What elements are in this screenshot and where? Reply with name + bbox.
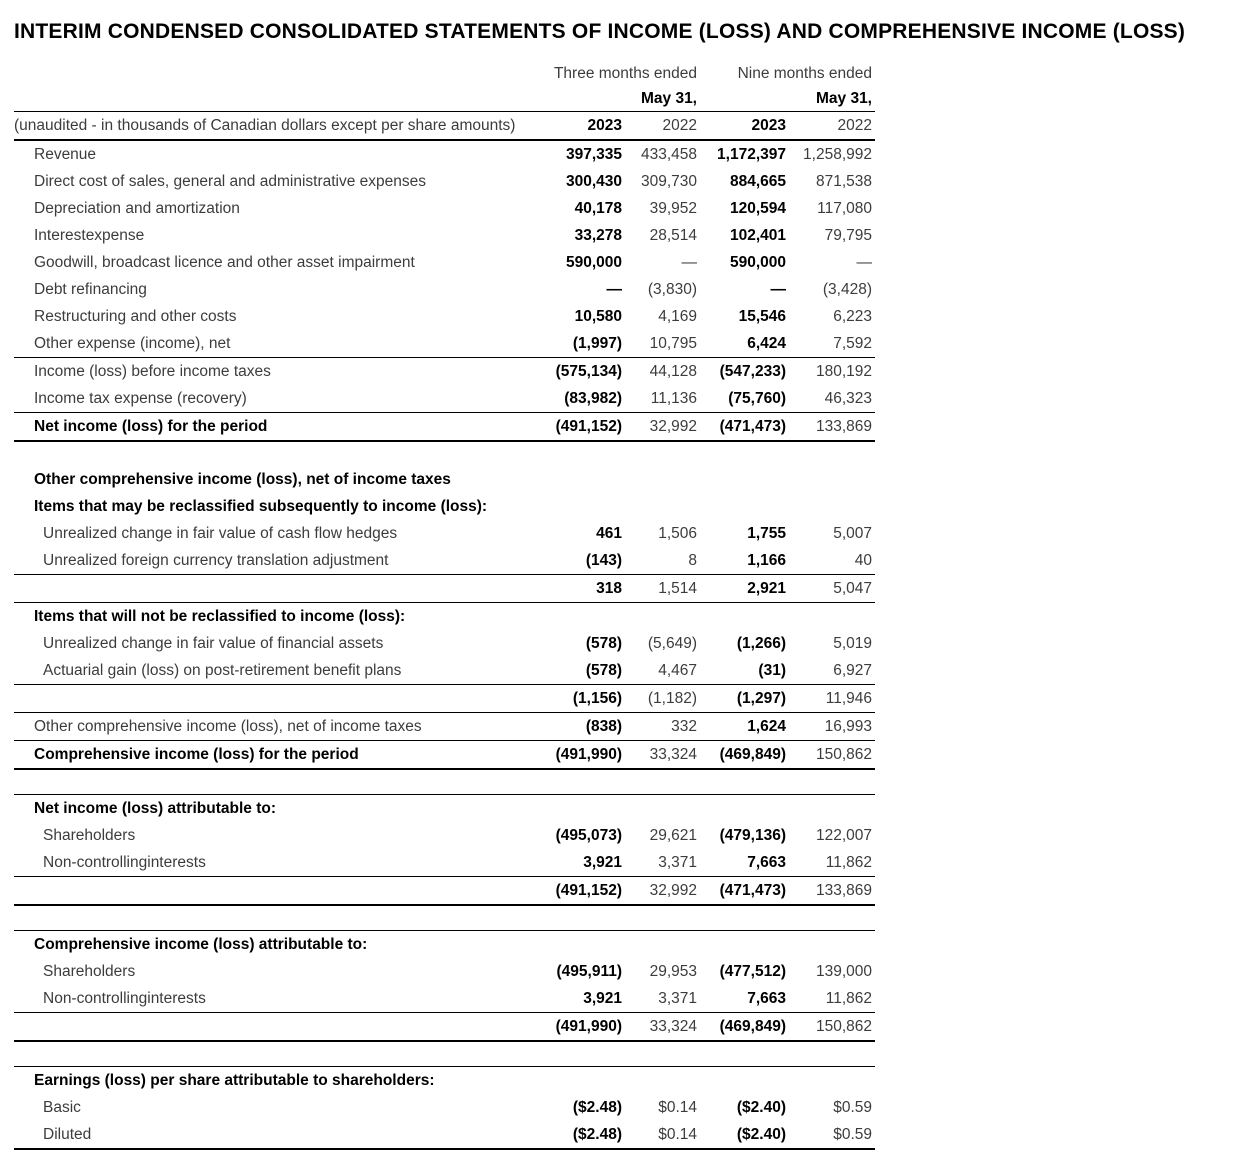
- value-cell: (471,473): [719, 882, 786, 899]
- nine-months-group-header: Nine months ended: [737, 65, 872, 82]
- table-row: [14, 547, 875, 574]
- value-cell: 4,467: [658, 662, 697, 679]
- value-cell: (31): [758, 662, 786, 679]
- page-title: INTERIM CONDENSED CONSOLIDATED STATEMENTS OF INCOME (LOSS) AND COMPREHENSIVE INCOME (LOSS): [14, 20, 1186, 43]
- value-cell: (3,428): [822, 281, 872, 298]
- year-header: 2022: [662, 117, 697, 134]
- year-header-row: [14, 111, 875, 141]
- value-cell: (1,266): [736, 635, 786, 652]
- value-cell: (495,911): [556, 963, 622, 980]
- value-cell: 16,993: [824, 718, 872, 735]
- table-row-total: [14, 740, 875, 770]
- date-label: May 31,: [640, 90, 697, 107]
- value-cell: (83,982): [564, 390, 622, 407]
- value-cell: (1,297): [736, 690, 786, 707]
- section-gap: [14, 906, 875, 930]
- value-cell: ($2.48): [572, 1099, 622, 1116]
- value-cell: 332: [671, 718, 697, 735]
- unaudited-note: (unaudited - in thousands of Canadian dollars except per share amounts): [14, 117, 516, 134]
- row-label: Comprehensive income (loss) for the period: [34, 746, 359, 763]
- value-cell: —: [856, 254, 872, 271]
- table-row: [14, 141, 875, 168]
- value-cell: 120,594: [729, 200, 786, 217]
- value-cell: 7,663: [747, 990, 786, 1007]
- value-cell: 6,927: [833, 662, 872, 679]
- table-row: [14, 357, 875, 385]
- value-cell: 5,007: [833, 525, 872, 542]
- table-row: [14, 195, 875, 222]
- table-row: [14, 985, 875, 1012]
- row-label: [14, 575, 532, 602]
- table-row-subtotal: [14, 574, 875, 603]
- row-label: [14, 1013, 532, 1040]
- table-row: [14, 330, 875, 357]
- row-label: Non-controllinginterests: [43, 854, 206, 871]
- row-label: [14, 685, 532, 712]
- value-cell: 3,371: [658, 854, 697, 871]
- row-label: Other expense (income), net: [34, 335, 231, 352]
- value-cell: (491,152): [555, 882, 622, 899]
- row-label: [14, 877, 532, 904]
- section-header-label: Comprehensive income (loss) attributable to:: [34, 936, 368, 953]
- row-label: Shareholders: [43, 963, 136, 980]
- value-cell: 4,169: [658, 308, 697, 325]
- value-cell: 7,592: [833, 335, 872, 352]
- value-cell: 11,136: [650, 390, 697, 407]
- value-cell: 1,172,397: [717, 146, 786, 163]
- row-label: Restructuring and other costs: [34, 308, 237, 325]
- table-row: [14, 657, 875, 684]
- value-cell: 884,665: [729, 173, 786, 190]
- value-cell: 40,178: [574, 200, 622, 217]
- table-row: [14, 222, 875, 249]
- value-cell: ($2.40): [736, 1099, 786, 1116]
- year-header: 2023: [751, 117, 786, 134]
- table-row: [14, 276, 875, 303]
- value-cell: (491,152): [555, 418, 622, 435]
- table-row-total: [14, 1012, 875, 1042]
- value-cell: 10,795: [649, 335, 697, 352]
- value-cell: 33,324: [649, 1018, 697, 1035]
- section-header-row: [14, 1066, 875, 1094]
- row-label: Income tax expense (recovery): [34, 390, 247, 407]
- value-cell: —: [681, 254, 697, 271]
- row-label: Net income (loss) for the period: [34, 418, 268, 435]
- value-cell: 590,000: [729, 254, 786, 271]
- value-cell: 5,047: [833, 580, 872, 597]
- section-header-row: [14, 466, 875, 493]
- table-row: [14, 249, 875, 276]
- value-cell: 7,663: [747, 854, 786, 871]
- value-cell: 29,621: [649, 827, 697, 844]
- value-cell: 11,946: [825, 690, 872, 707]
- value-cell: 122,007: [815, 827, 872, 844]
- date-label: May 31,: [815, 90, 872, 107]
- row-label: Unrealized foreign currency translation adjustment: [43, 552, 389, 569]
- row-label: Diluted: [43, 1126, 92, 1143]
- value-cell: (838): [585, 718, 622, 735]
- row-label: Interestexpense: [34, 227, 145, 244]
- value-cell: (479,136): [719, 827, 786, 844]
- value-cell: (477,512): [719, 963, 786, 980]
- table-row: [14, 385, 875, 412]
- date-header-row: [14, 86, 875, 111]
- value-cell: (575,134): [555, 363, 622, 380]
- value-cell: 150,862: [815, 746, 872, 763]
- value-cell: 29,953: [649, 963, 697, 980]
- value-cell: (75,760): [728, 390, 786, 407]
- value-cell: ($2.48): [572, 1126, 622, 1143]
- value-cell: 433,458: [640, 146, 697, 163]
- section-header-row: [14, 603, 875, 630]
- section-header-label: Items that may be reclassified subsequently to income (loss):: [34, 498, 488, 515]
- value-cell: 33,278: [574, 227, 622, 244]
- row-label: Direct cost of sales, general and administrative expenses: [34, 173, 427, 190]
- value-cell: 10,580: [574, 308, 622, 325]
- table-row: [14, 958, 875, 985]
- value-cell: (578): [585, 635, 622, 652]
- value-cell: —: [606, 281, 622, 298]
- value-cell: 1,514: [658, 580, 697, 597]
- row-label: Depreciation and amortization: [34, 200, 240, 217]
- spacer-cell: [14, 62, 532, 86]
- row-label: Unrealized change in fair value of cash flow hedges: [43, 525, 398, 542]
- section-gap: [14, 1042, 875, 1066]
- value-cell: 309,730: [640, 173, 697, 190]
- value-cell: 102,401: [729, 227, 786, 244]
- value-cell: 1,258,992: [803, 146, 872, 163]
- value-cell: $0.14: [658, 1126, 697, 1143]
- value-cell: 2,921: [747, 580, 786, 597]
- period-group-header-row: [14, 62, 875, 86]
- value-cell: $0.59: [833, 1126, 872, 1143]
- value-cell: 180,192: [815, 363, 872, 380]
- value-cell: (1,997): [572, 335, 622, 352]
- value-cell: 590,000: [565, 254, 622, 271]
- row-label: Revenue: [34, 146, 97, 163]
- section-header-label: Earnings (loss) per share attributable to shareholders:: [34, 1072, 435, 1089]
- row-label: Goodwill, broadcast licence and other asset impairment: [34, 254, 415, 271]
- value-cell: 1,506: [658, 525, 697, 542]
- row-label: Debt refinancing: [34, 281, 147, 298]
- value-cell: 133,869: [815, 418, 872, 435]
- year-header: 2023: [587, 117, 622, 134]
- value-cell: $0.59: [833, 1099, 872, 1116]
- table-row: [14, 713, 875, 740]
- statement-table: [14, 62, 875, 1150]
- value-cell: (547,233): [719, 363, 786, 380]
- value-cell: 6,223: [833, 308, 872, 325]
- section-header-row: [14, 930, 875, 958]
- year-header: 2022: [837, 117, 872, 134]
- value-cell: (491,990): [555, 1018, 622, 1035]
- section-header-row: [14, 493, 875, 520]
- value-cell: 117,080: [817, 200, 872, 217]
- table-row: [14, 1121, 875, 1150]
- value-cell: 44,128: [649, 363, 697, 380]
- value-cell: 1,166: [747, 552, 786, 569]
- table-row: [14, 849, 875, 876]
- value-cell: 32,992: [649, 882, 697, 899]
- row-label: Actuarial gain (loss) on post-retirement benefit plans: [43, 662, 402, 679]
- value-cell: 6,424: [747, 335, 786, 352]
- value-cell: (3,830): [647, 281, 697, 298]
- table-row-subtotal: [14, 684, 875, 713]
- table-row: [14, 822, 875, 849]
- table-row: [14, 630, 875, 657]
- value-cell: (491,990): [555, 746, 622, 763]
- row-label: Non-controllinginterests: [43, 990, 206, 1007]
- value-cell: 5,019: [833, 635, 872, 652]
- section-header-row: [14, 794, 875, 822]
- section-header-label: Items that will not be reclassified to income (loss):: [34, 608, 406, 625]
- value-cell: 461: [596, 525, 622, 542]
- value-cell: —: [770, 281, 786, 298]
- section-gap: [14, 770, 875, 794]
- table-row-total: [14, 412, 875, 442]
- value-cell: 32,992: [649, 418, 697, 435]
- value-cell: (5,649): [647, 635, 697, 652]
- value-cell: 3,921: [583, 854, 622, 871]
- table-row: [14, 520, 875, 547]
- value-cell: 397,335: [565, 146, 622, 163]
- value-cell: 79,795: [824, 227, 872, 244]
- value-cell: (495,073): [555, 827, 622, 844]
- row-label: Basic: [43, 1099, 81, 1116]
- value-cell: 8: [688, 552, 697, 569]
- value-cell: 15,546: [738, 308, 786, 325]
- value-cell: 46,323: [824, 390, 872, 407]
- value-cell: 150,862: [815, 1018, 872, 1035]
- row-label: Other comprehensive income (loss), net of income taxes: [34, 718, 422, 735]
- value-cell: 1,624: [747, 718, 786, 735]
- table-row: [14, 168, 875, 195]
- value-cell: 11,862: [825, 854, 872, 871]
- three-months-group-header: Three months ended: [553, 65, 697, 82]
- table-row: [14, 1094, 875, 1121]
- value-cell: 318: [596, 580, 622, 597]
- value-cell: 11,862: [825, 990, 872, 1007]
- value-cell: 39,952: [649, 200, 697, 217]
- value-cell: 40: [854, 552, 872, 569]
- value-cell: 3,371: [658, 990, 697, 1007]
- spacer-cell: [14, 86, 532, 111]
- row-label: Unrealized change in fair value of financial assets: [43, 635, 384, 652]
- value-cell: 3,921: [583, 990, 622, 1007]
- section-header-label: Net income (loss) attributable to:: [34, 800, 276, 817]
- value-cell: (143): [585, 552, 622, 569]
- value-cell: (469,849): [719, 1018, 786, 1035]
- value-cell: (1,182): [647, 690, 697, 707]
- value-cell: 133,869: [815, 882, 872, 899]
- value-cell: 28,514: [649, 227, 697, 244]
- value-cell: 300,430: [565, 173, 622, 190]
- table-row-total: [14, 876, 875, 906]
- value-cell: (471,473): [719, 418, 786, 435]
- section-gap: [14, 442, 875, 466]
- value-cell: ($2.40): [736, 1126, 786, 1143]
- section-header-label: Other comprehensive income (loss), net of income taxes: [34, 471, 451, 488]
- value-cell: 139,000: [815, 963, 872, 980]
- value-cell: $0.14: [658, 1099, 697, 1116]
- value-cell: (1,156): [572, 690, 622, 707]
- value-cell: (578): [585, 662, 622, 679]
- value-cell: 1,755: [747, 525, 786, 542]
- value-cell: 33,324: [649, 746, 697, 763]
- table-row: [14, 303, 875, 330]
- value-cell: 871,538: [815, 173, 872, 190]
- row-label: Shareholders: [43, 827, 136, 844]
- value-cell: (469,849): [719, 746, 786, 763]
- row-label: Income (loss) before income taxes: [34, 363, 271, 380]
